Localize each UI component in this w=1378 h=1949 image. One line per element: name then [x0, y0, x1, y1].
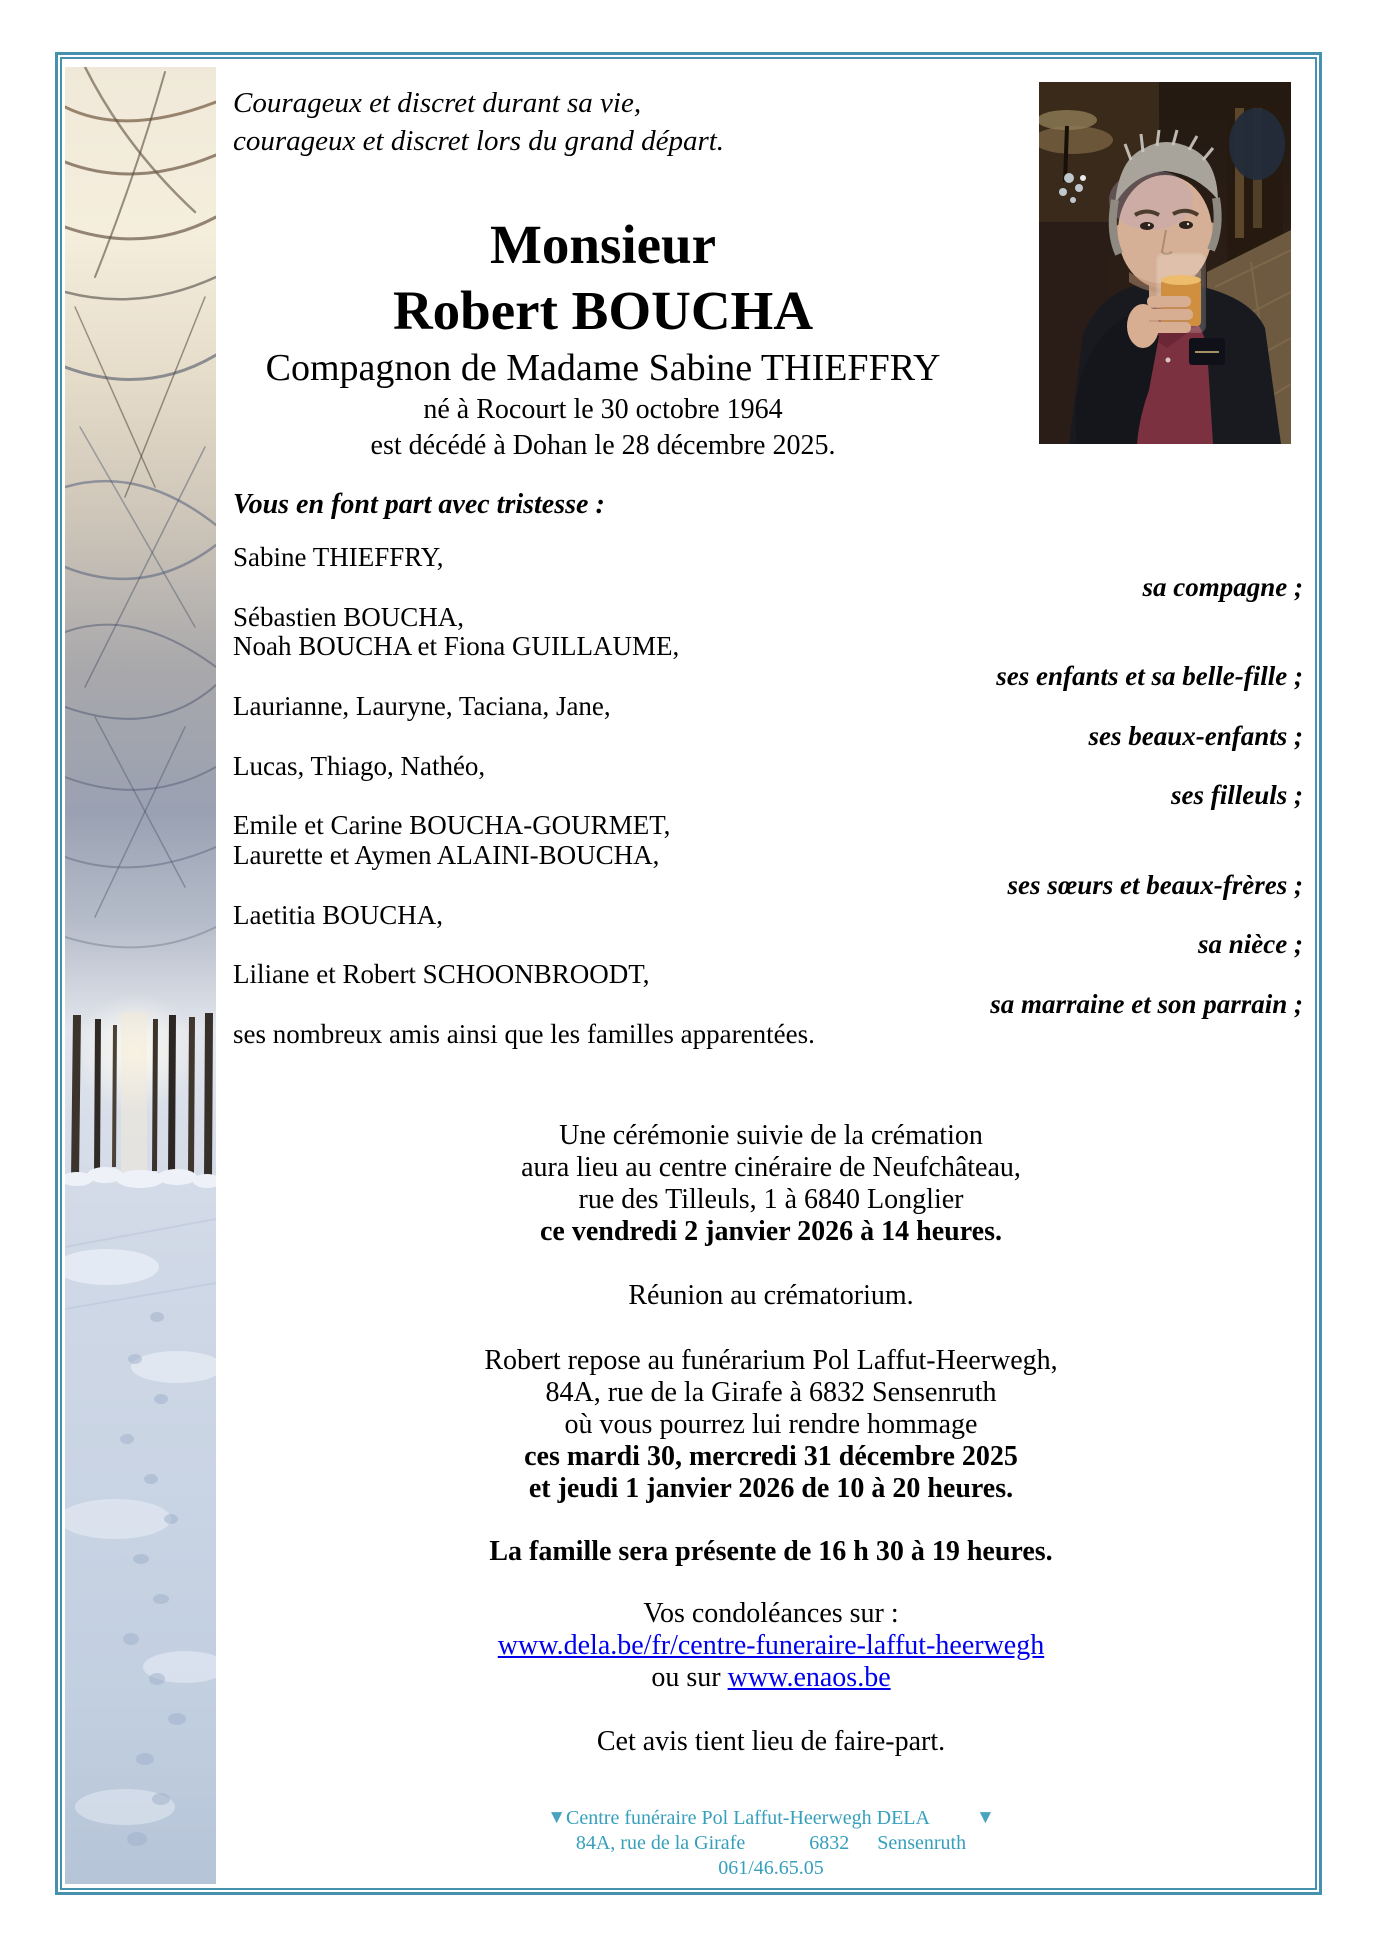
repose-dates-line: ces mardi 30, mercredi 31 décembre 2025 — [524, 1441, 1018, 1472]
footer-city: Sensenruth — [877, 1832, 967, 1854]
deceased-header — [233, 212, 973, 464]
ceremony-details — [233, 1120, 1309, 1248]
condolences-link-enaos[interactable]: www.enaos.be — [727, 1662, 891, 1693]
deceased-relation: Compagnon de Madame Sabine THIEFFRY — [265, 347, 941, 389]
reunion-line: Réunion au crématorium. — [628, 1280, 914, 1311]
family-name: Lucas, Thiago, Nathéo, — [233, 750, 486, 781]
family-name: Noah BOUCHA et Fiona GUILLAUME, — [233, 631, 680, 662]
condolences-section — [233, 1598, 1309, 1694]
deceased-death-line: est décédé à Dohan le 28 décembre 2025. — [370, 430, 836, 461]
repose-details — [233, 1345, 1309, 1505]
notice-line: Cet avis tient lieu de faire-part. — [596, 1726, 946, 1757]
family-name: Sabine THIEFFRY, — [233, 542, 444, 572]
portrait-photo — [1039, 82, 1291, 444]
footer-zip: 6832 — [809, 1832, 850, 1854]
repose-line: 84A, rue de la Girafe à 6832 Sensenruth — [545, 1377, 997, 1408]
deceased-name: Robert BOUCHA — [392, 280, 814, 341]
family-list — [233, 543, 1303, 1050]
condolences-intro: Vos condoléances sur : — [643, 1598, 899, 1629]
footer-company: Centre funéraire Pol Laffut-Heerwegh DELA — [566, 1807, 930, 1829]
family-name: Sébastien BOUCHA, — [233, 601, 464, 632]
family-relation-label: ses enfants et sa belle-fille ; — [996, 661, 1303, 692]
family-relation-label: sa compagne ; — [1142, 571, 1303, 602]
triangle-down-icon: ▼ — [547, 1807, 567, 1828]
footer-street: 84A, rue de la Girafe — [575, 1832, 746, 1854]
condolences-link-dela[interactable]: www.dela.be/fr/centre-funeraire-laffut-heerwegh — [497, 1630, 1045, 1661]
deceased-birth-line: né à Rocourt le 30 octobre 1964 — [423, 394, 783, 425]
family-relation-label: sa marraine et son parrain ; — [990, 988, 1303, 1019]
family-relation-label: ses sœurs et beaux-frères ; — [1007, 869, 1303, 900]
ceremony-line: Une cérémonie suivie de la crémation — [559, 1120, 983, 1151]
family-relation-label: ses filleuls ; — [1171, 780, 1303, 811]
family-relation-label: sa nièce ; — [1198, 929, 1303, 960]
ceremony-line: rue des Tilleuls, 1 à 6840 Longlier — [578, 1184, 964, 1215]
family-presence-line: La famille sera présente de 16 h 30 à 19 heures. — [489, 1536, 1053, 1567]
repose-line: où vous pourrez lui rendre hommage — [564, 1409, 978, 1440]
footer-address-line — [233, 1831, 1309, 1856]
announcement-intro: Vous en font part avec tristesse : — [233, 489, 605, 520]
family-name: Laetitia BOUCHA, — [233, 899, 443, 930]
footer-phone: 061/46.65.05 — [718, 1857, 824, 1879]
repose-dates-line: et jeudi 1 janvier 2026 de 10 à 20 heures. — [528, 1473, 1014, 1504]
quote-line-1: Courageux et discret durant sa vie, — [233, 87, 642, 119]
condolences-prefix: ou sur — [651, 1662, 728, 1693]
repose-line: Robert repose au funérarium Pol Laffut-Heerwegh, — [484, 1345, 1058, 1376]
family-name: Laurianne, Lauryne, Taciana, Jane, — [233, 690, 611, 721]
family-relation-label: ses beaux-enfants ; — [1088, 720, 1303, 751]
winter-forest-photo — [65, 67, 216, 1884]
deceased-title: Monsieur — [489, 214, 717, 275]
opening-quote — [233, 84, 724, 160]
family-name: Emile et Carine BOUCHA-GOURMET, — [233, 810, 671, 841]
funeral-home-footer — [233, 1806, 1309, 1881]
family-closing-line: ses nombreux amis ainsi que les familles apparentées. — [233, 1018, 815, 1049]
ceremony-date-line: ce vendredi 2 janvier 2026 à 14 heures. — [540, 1216, 1002, 1247]
family-name: Laurette et Aymen ALAINI-BOUCHA, — [233, 839, 660, 870]
ceremony-line: aura lieu au centre cinéraire de Neufchâteau, — [521, 1152, 1021, 1183]
family-name: Liliane et Robert SCHOONBROODT, — [233, 959, 650, 990]
quote-line-2: courageux et discret lors du grand départ. — [233, 125, 725, 157]
triangle-down-icon: ▼ — [975, 1807, 995, 1828]
footer-line-1 — [233, 1806, 1309, 1831]
